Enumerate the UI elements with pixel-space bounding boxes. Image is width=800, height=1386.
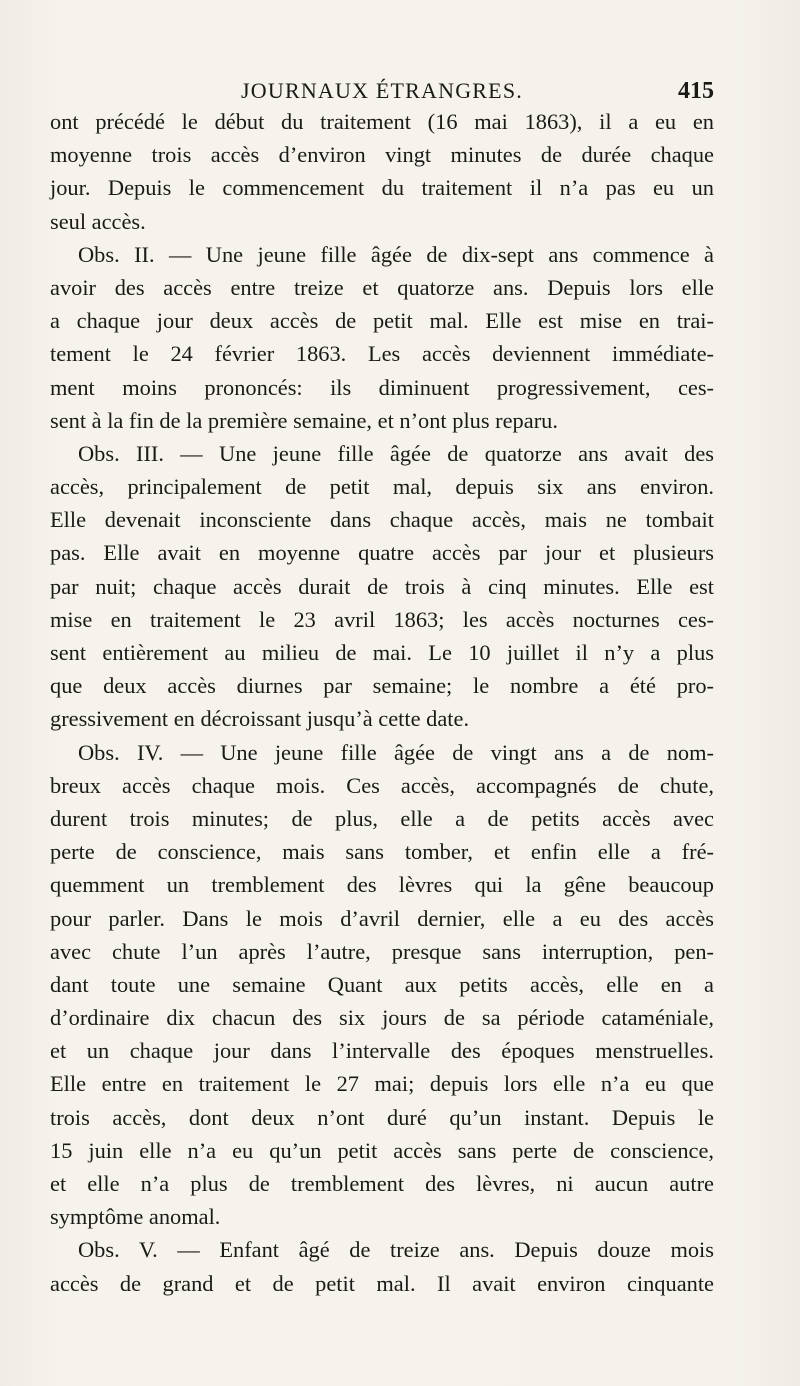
text-line: 15 juin elle n’a eu qu’un petit accès sans perte de conscience,	[50, 1137, 714, 1163]
text-line: gressivement en décroissant jusqu’à cette date.	[50, 706, 470, 732]
text-line: avec chute l’un après l’autre, presque sans interruption, pen-	[50, 938, 714, 964]
text-line: sent entièrement au milieu de mai. Le 10 juillet il n’y a plus	[50, 640, 714, 665]
text-line: par nuit; chaque accès durait de trois à cinq minutes. Elle est	[50, 573, 714, 599]
text-line: symptôme anomal.	[50, 1204, 221, 1230]
observation-3-start: Obs. III. — Une jeune fille âgée de quatorze ans avait des	[78, 440, 714, 466]
text-line: et un chaque jour dans l’intervalle des époques menstruelles.	[50, 1038, 714, 1064]
text-line: breux accès chaque mois. Ces accès, accompagnés de chute,	[50, 772, 714, 798]
text-line: sent à la fin de la première semaine, et n’ont plus reparu.	[50, 407, 558, 433]
running-title: JOURNAUX ÉTRANGRES.	[241, 78, 523, 103]
text-line: pour parler. Dans le mois d’avril dernier, elle a eu des accès	[50, 905, 714, 931]
text-line: ont précédé le début du traitement (16 mai 1863), il a eu en	[50, 109, 714, 134]
observation-5-start: Obs. V. — Enfant âgé de treize ans. Depuis douze mois	[78, 1237, 714, 1263]
text-line: d’ordinaire dix chacun des six jours de sa période cataméniale,	[50, 1005, 714, 1031]
page-number: 415	[678, 78, 714, 104]
text-line: Elle devenait inconsciente dans chaque accès, mais ne tombait	[50, 507, 714, 533]
text-line: avoir des accès entre treize et quatorze ans. Depuis lors elle	[50, 274, 714, 300]
text-line: durent trois minutes; de plus, elle a de petits accès avec	[50, 805, 714, 831]
text-line: trois accès, dont deux n’ont duré qu’un instant. Depuis le	[50, 1104, 714, 1130]
text-line: perte de conscience, mais sans tomber, et enfin elle a fré-	[50, 839, 714, 865]
text-line: Elle entre en traitement le 27 mai; depuis lors elle n’a eu que	[50, 1071, 714, 1097]
observation-4-start: Obs. IV. — Une jeune fille âgée de vingt ans a de nom-	[78, 739, 714, 765]
text-line: moyenne trois accès d’environ vingt minutes de durée chaque	[50, 142, 714, 168]
text-line: accès de grand et de petit mal. Il avait environ cinquante	[50, 1270, 714, 1296]
body-text	[50, 105, 714, 1300]
observation-2-start: Obs. II. — Une jeune fille âgée de dix-sept ans commence à	[78, 241, 714, 267]
text-line: accès, principalement de petit mal, depuis six ans environ.	[50, 474, 714, 500]
text-line: jour. Depuis le commencement du traitement il n’a pas eu un	[50, 175, 714, 201]
text-line: ment moins prononcés: ils diminuent progressivement, ces-	[50, 374, 714, 400]
text-line: et elle n’a plus de tremblement des lèvres, ni aucun autre	[50, 1171, 714, 1196]
text-line: quemment un tremblement des lèvres qui la gêne beaucoup	[50, 872, 714, 898]
text-line: tement le 24 février 1863. Les accès deviennent immédiate-	[50, 341, 714, 367]
text-line: pas. Elle avait en moyenne quatre accès par jour et plusieurs	[50, 540, 714, 566]
text-line: a chaque jour deux accès de petit mal. Elle est mise en trai-	[50, 308, 714, 334]
text-line: seul accès.	[50, 208, 146, 234]
text-line: dant toute une semaine Quant aux petits accès, elle en a	[50, 971, 714, 997]
text-line: que deux accès diurnes par semaine; le nombre a été pro-	[50, 673, 714, 699]
text-line: mise en traitement le 23 avril 1863; les accès nocturnes ces-	[50, 606, 714, 632]
